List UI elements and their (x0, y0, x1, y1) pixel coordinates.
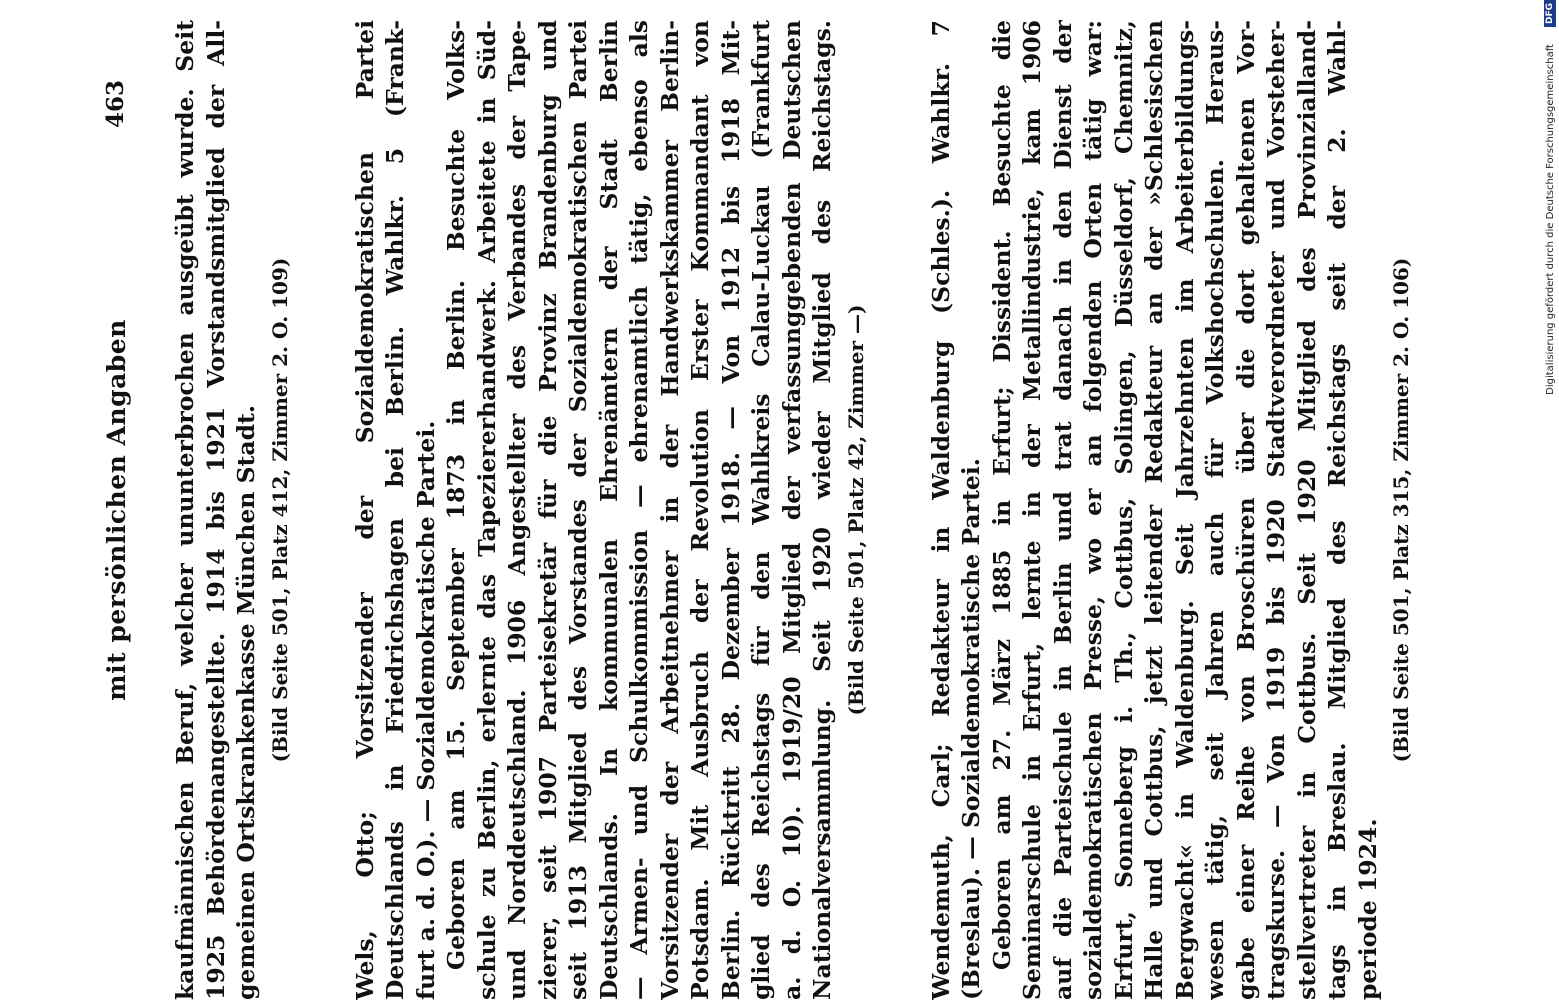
text-line: furt a. d. O.). — Sozialdemokratische Partei. (411, 420, 440, 1000)
text-line: und Norddeutschland. 1906 Angestellter des Verbandes der Tape- (503, 20, 531, 1000)
text-line: a. d. O. 10). 1919/20 Mitglied der verfassunggebenden Deutschen (777, 20, 806, 1000)
text-line: periode 1924. (1353, 818, 1382, 1000)
text-line: sozialdemokratischen Presse, wo er an folgenden Orten tätig war: (1079, 20, 1107, 1000)
text-line: kaufmännischen Beruf, welcher ununterbrochen ausgeübt wurde. Seit (171, 20, 199, 1000)
text-line: Vorsitzender der Arbeitnehmer in der Handwerkskammer Berlin- (655, 20, 684, 1000)
running-head-title: mit persönlichen Angaben (102, 319, 131, 701)
text-line: wesen tätig, seit Jahren auch für Volkshochschulen. Heraus- (1201, 20, 1229, 1000)
text-line: tags in Breslau. Mitglied des Reichstags seit der 2. Wahl- (1323, 20, 1351, 1000)
text-line: — Armen- und Schulkommission — ehrenamtlich tätig, ebenso als (625, 20, 653, 1000)
body-text (170, 20, 1470, 1000)
entry-heading-text: Otto; Vorsitzender der Sozialdemokratischen Partei (350, 20, 379, 878)
text-line: auf die Parteischule in Berlin und trat danach in den Dienst der (1048, 20, 1077, 1000)
picture-reference: (Bild Seite 501, Platz 412, Zimmer 2. O. 109) (267, 257, 292, 763)
text-line: tragskurse. — Von 1919 bis 1920 Stadtverordneter und Vorsteher- (1262, 20, 1290, 1000)
text-line: gabe einer Reihe von Broschüren über die dort gehaltenen Vor- (1231, 20, 1260, 1000)
text-line: (Breslau). — Sozialdemokratische Partei. (957, 458, 985, 1000)
text-line: Deutschlands in Friedrichshagen bei Berlin. Wahlkr. 5 (Frank- (381, 20, 409, 1000)
text-line: Geboren am 27. März 1885 in Erfurt; Dissident. Besuchte die (987, 20, 1016, 970)
digitization-note-rotator (1540, 0, 1559, 1000)
text-line: Nationalversammlung. Seit 1920 wieder Mitglied des Reichstags. (808, 20, 836, 1000)
entry-heading-line (350, 20, 381, 1000)
text-line: seit 1913 Mitglied des Vorstandes der Sozialdemokratischen Partei (564, 20, 592, 1000)
text-line: Erfurt, Sonneberg i. Th., Cottbus, Solingen, Düsseldorf, Chemnitz, (1109, 20, 1138, 1000)
text-line: Halle und Cottbus, jetzt leitender Redakteur an der »Schlesischen (1140, 20, 1168, 1000)
text-line: 1925 Behördenangestellte. 1914 bis 1921 Vorstandsmitglied der All- (201, 20, 230, 1000)
entry-wels (350, 20, 868, 1000)
rotated-page (50, 20, 1490, 1000)
text-line: Bergwacht« in Waldenburg. Seit Jahrzehnten im Arbeiterbildungs- (1170, 20, 1199, 1000)
picture-reference: (Bild Seite 501, Platz 42, Zimmer —) (843, 304, 868, 716)
text-line: Seminarschule in Erfurt, lernte in der Metallindustrie, kam 1906 (1018, 20, 1046, 1000)
entry-wendemuth (926, 20, 1414, 1000)
digitization-note (1538, 0, 1558, 1000)
text-line: gemeinen Ortskrankenkasse München Stadt. (232, 404, 260, 1000)
entry-heading-text: Carl; Redakteur in Waldenburg (Schles.). Wahlkr. 7 (926, 20, 955, 808)
page-number: 463 (102, 80, 129, 129)
text-line: Geboren am 15. September 1873 in Berlin. Besuchte Volks- (442, 20, 470, 970)
text-line: Potsdam. Mit Ausbruch der Revolution Erster Kommandant von (686, 20, 714, 1000)
running-head (90, 20, 150, 1000)
entry-heading-line (926, 20, 957, 1000)
member-name: Wendemuth, (926, 834, 955, 1000)
text-line: zierer, seit 1907 Parteisekretär für die Provinz Brandenburg und (533, 20, 562, 1000)
dfg-logo: DFG (1544, 0, 1556, 27)
text-line: schule zu Berlin, erlernte das Tapeziererhandwerk. Arbeitete in Süd- (472, 20, 501, 1000)
picture-reference: (Bild Seite 501, Platz 315, Zimmer 2. O. 106) (1389, 257, 1413, 763)
entry-continuation (170, 20, 292, 1000)
text-line: glied des Reichstags für den Wahlkreis Calau-Luckau (Frankfurt (747, 20, 775, 1000)
digitization-note-text: Digitalisierung gefördert durch die Deutsche Forschungsgemeinschaft (1544, 44, 1556, 395)
text-line: Deutschlands. In kommunalen Ehrenämtern der Stadt Berlin (594, 20, 623, 1000)
member-name: Wels, (350, 930, 379, 1000)
text-line: stellvertreter in Cottbus. Seit 1920 Mitglied des Provinzialland- (1292, 20, 1321, 1000)
text-line: Berlin. Rücktritt 28. Dezember 1918. — Von 1912 bis 1918 Mit- (716, 20, 745, 1000)
